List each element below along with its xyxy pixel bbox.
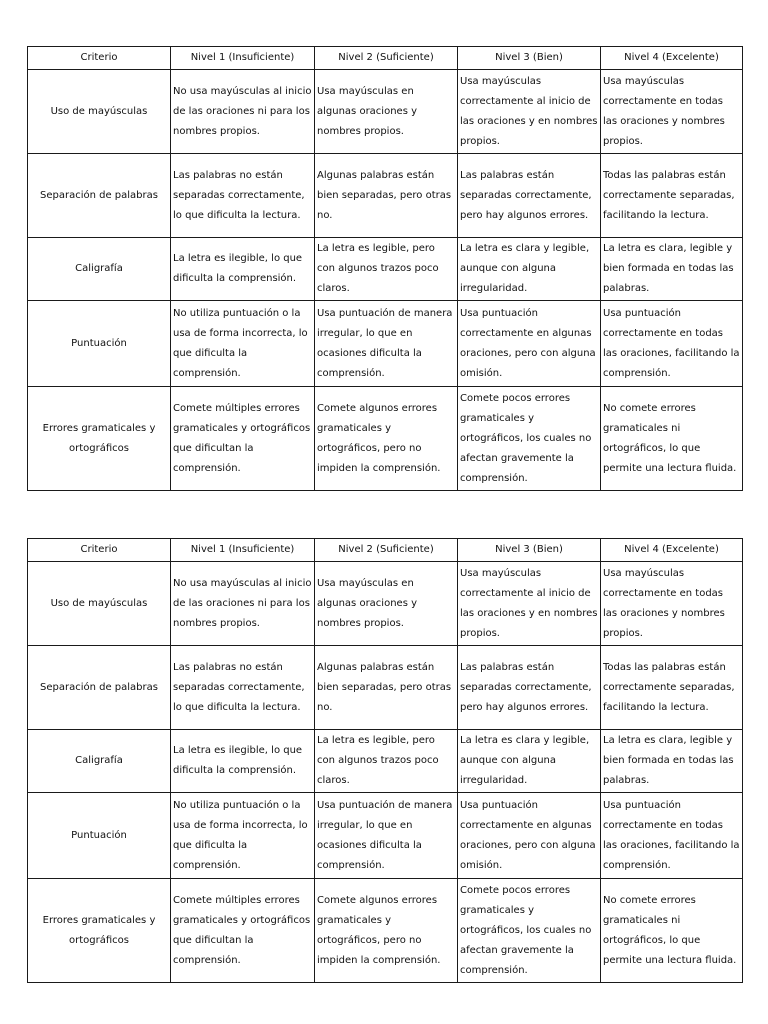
level-cell: Usa puntuación de manera irregular, lo que en ocasiones dificulta la comprensión. <box>315 793 458 879</box>
header-nivel-4: Nivel 4 (Excelente) <box>601 539 743 562</box>
level-cell: Usa mayúsculas correctamente en todas las oraciones y nombres propios. <box>601 562 743 646</box>
level-cell: Usa puntuación correctamente en todas las oraciones, facilitando la comprensión. <box>601 793 743 879</box>
level-cell: La letra es legible, pero con algunos trazos poco claros. <box>315 238 458 301</box>
level-cell: Todas las palabras están correctamente separadas, facilitando la lectura. <box>601 646 743 730</box>
criterion-cell: Separación de palabras <box>28 646 171 730</box>
level-cell: Todas las palabras están correctamente separadas, facilitando la lectura. <box>601 154 743 238</box>
level-cell: Usa puntuación correctamente en todas las oraciones, facilitando la comprensión. <box>601 301 743 387</box>
criterion-cell: Separación de palabras <box>28 154 171 238</box>
level-cell: Usa puntuación correctamente en algunas oraciones, pero con alguna omisión. <box>458 793 601 879</box>
level-cell: Las palabras no están separadas correctamente, lo que dificulta la lectura. <box>171 646 315 730</box>
level-cell: Algunas palabras están bien separadas, pero otras no. <box>315 646 458 730</box>
table-row <box>28 879 743 983</box>
level-cell: Comete algunos errores gramaticales y ortográficos, pero no impiden la comprensión. <box>315 879 458 983</box>
criterion-cell: Errores gramaticales y ortográficos <box>28 387 171 491</box>
header-nivel-2: Nivel 2 (Suficiente) <box>315 539 458 562</box>
level-cell: Comete algunos errores gramaticales y ortográficos, pero no impiden la comprensión. <box>315 387 458 491</box>
level-cell: Las palabras están separadas correctamente, pero hay algunos errores. <box>458 154 601 238</box>
level-cell: No usa mayúsculas al inicio de las oraciones ni para los nombres propios. <box>171 562 315 646</box>
table-row <box>28 793 743 879</box>
level-cell: Las palabras no están separadas correctamente, lo que dificulta la lectura. <box>171 154 315 238</box>
level-cell: Algunas palabras están bien separadas, pero otras no. <box>315 154 458 238</box>
table-row <box>28 70 743 154</box>
level-cell: La letra es legible, pero con algunos trazos poco claros. <box>315 730 458 793</box>
table-row <box>28 238 743 301</box>
header-row <box>28 47 743 70</box>
level-cell: Usa mayúsculas correctamente al inicio de las oraciones y en nombres propios. <box>458 562 601 646</box>
header-criterio: Criterio <box>28 539 171 562</box>
level-cell: La letra es ilegible, lo que dificulta la comprensión. <box>171 238 315 301</box>
level-cell: Usa mayúsculas en algunas oraciones y nombres propios. <box>315 562 458 646</box>
criterion-cell: Puntuación <box>28 301 171 387</box>
criterion-cell: Uso de mayúsculas <box>28 562 171 646</box>
criterion-cell: Errores gramaticales y ortográficos <box>28 879 171 983</box>
table-row <box>28 301 743 387</box>
criterion-cell: Caligrafía <box>28 238 171 301</box>
level-cell: No comete errores gramaticales ni ortográficos, lo que permite una lectura fluida. <box>601 879 743 983</box>
level-cell: Comete múltiples errores gramaticales y ortográficos que dificultan la comprensión. <box>171 879 315 983</box>
table-row <box>28 646 743 730</box>
level-cell: La letra es ilegible, lo que dificulta la comprensión. <box>171 730 315 793</box>
level-cell: Comete pocos errores gramaticales y ortográficos, los cuales no afectan gravemente la comprensión. <box>458 879 601 983</box>
table-row <box>28 562 743 646</box>
level-cell: No utiliza puntuación o la usa de forma incorrecta, lo que dificulta la comprensión. <box>171 793 315 879</box>
level-cell: Las palabras están separadas correctamente, pero hay algunos errores. <box>458 646 601 730</box>
header-nivel-4: Nivel 4 (Excelente) <box>601 47 743 70</box>
criterion-cell: Caligrafía <box>28 730 171 793</box>
level-cell: No comete errores gramaticales ni ortográficos, lo que permite una lectura fluida. <box>601 387 743 491</box>
level-cell: Usa mayúsculas en algunas oraciones y nombres propios. <box>315 70 458 154</box>
table-row <box>28 730 743 793</box>
table-row <box>28 154 743 238</box>
header-nivel-3: Nivel 3 (Bien) <box>458 47 601 70</box>
criterion-cell: Puntuación <box>28 793 171 879</box>
rubric-table-top <box>27 46 743 491</box>
level-cell: Usa mayúsculas correctamente en todas las oraciones y nombres propios. <box>601 70 743 154</box>
level-cell: Comete múltiples errores gramaticales y ortográficos que dificultan la comprensión. <box>171 387 315 491</box>
header-criterio: Criterio <box>28 47 171 70</box>
level-cell: No utiliza puntuación o la usa de forma incorrecta, lo que dificulta la comprensión. <box>171 301 315 387</box>
criterion-cell: Uso de mayúsculas <box>28 70 171 154</box>
header-nivel-3: Nivel 3 (Bien) <box>458 539 601 562</box>
level-cell: Usa puntuación de manera irregular, lo que en ocasiones dificulta la comprensión. <box>315 301 458 387</box>
rubric-table-bottom <box>27 538 743 983</box>
level-cell: Comete pocos errores gramaticales y ortográficos, los cuales no afectan gravemente la comprensión. <box>458 387 601 491</box>
header-nivel-1: Nivel 1 (Insuficiente) <box>171 539 315 562</box>
level-cell: Usa puntuación correctamente en algunas oraciones, pero con alguna omisión. <box>458 301 601 387</box>
level-cell: La letra es clara y legible, aunque con alguna irregularidad. <box>458 238 601 301</box>
level-cell: Usa mayúsculas correctamente al inicio de las oraciones y en nombres propios. <box>458 70 601 154</box>
level-cell: La letra es clara, legible y bien formada en todas las palabras. <box>601 730 743 793</box>
table-row <box>28 387 743 491</box>
level-cell: No usa mayúsculas al inicio de las oraciones ni para los nombres propios. <box>171 70 315 154</box>
level-cell: La letra es clara, legible y bien formada en todas las palabras. <box>601 238 743 301</box>
header-nivel-1: Nivel 1 (Insuficiente) <box>171 47 315 70</box>
header-nivel-2: Nivel 2 (Suficiente) <box>315 47 458 70</box>
header-row <box>28 539 743 562</box>
level-cell: La letra es clara y legible, aunque con alguna irregularidad. <box>458 730 601 793</box>
